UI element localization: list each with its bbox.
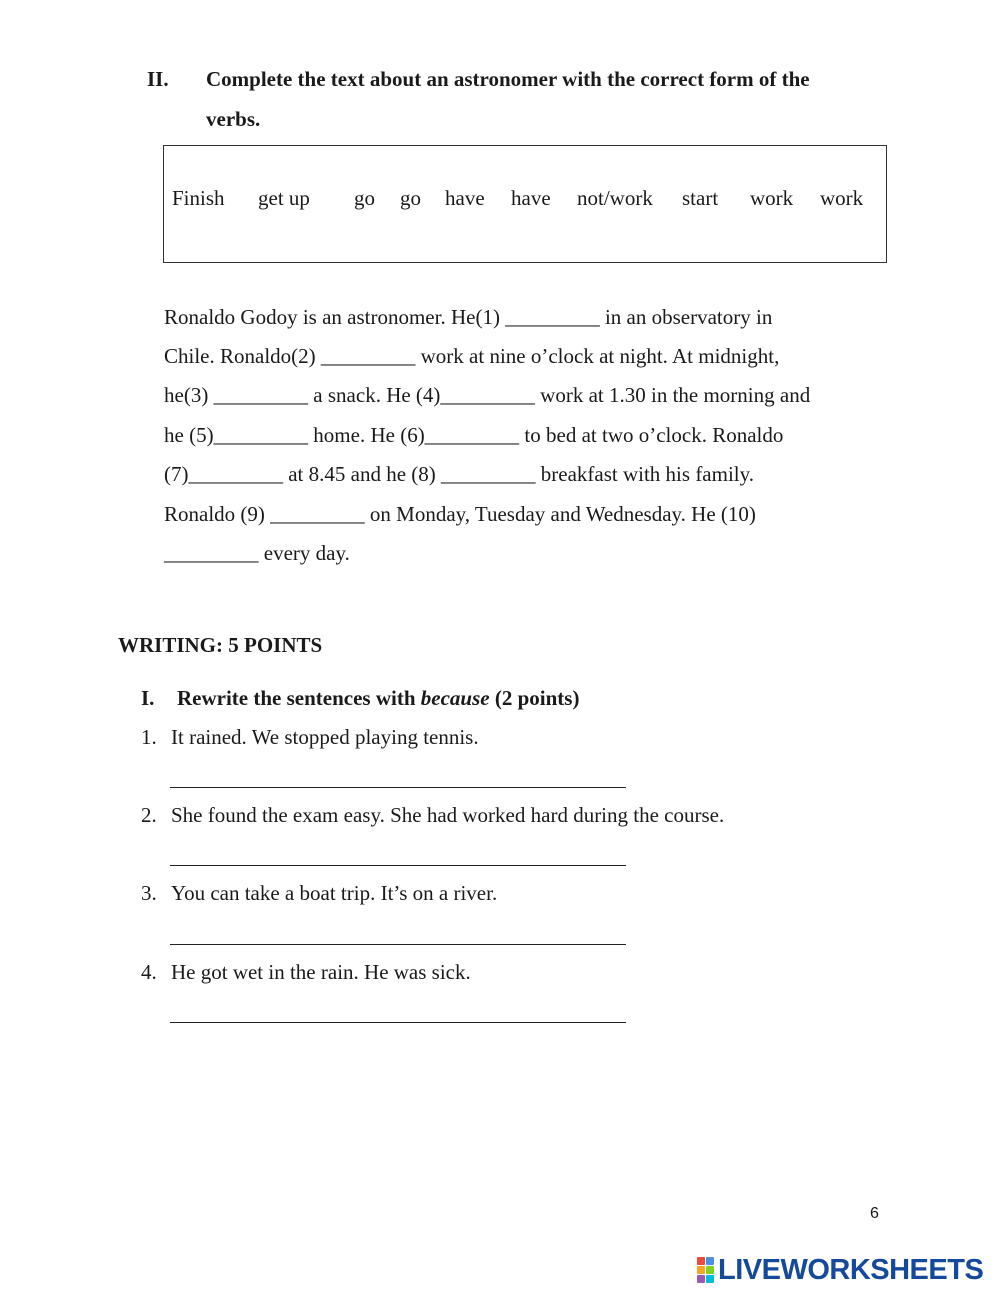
question-number: 4. xyxy=(141,960,157,984)
section-title: Complete the text about an astronomer with the correct form of the xyxy=(206,67,810,91)
question-number: 2. xyxy=(141,803,157,827)
question-number: 1. xyxy=(141,725,157,749)
passage-line: he(3) _________ a snack. He (4)_________ work at 1.30 in the morning and xyxy=(164,383,811,407)
question-number: 3. xyxy=(141,881,157,905)
word-box-item: go xyxy=(400,186,421,210)
part-title xyxy=(177,686,579,711)
word-box-item: have xyxy=(445,186,485,210)
icon-tile xyxy=(697,1266,705,1274)
section-number: II. xyxy=(147,67,169,91)
word-box-item: work xyxy=(750,186,794,210)
word-box xyxy=(163,145,887,263)
word-box-item: get up xyxy=(258,186,310,210)
part-title-text: Rewrite the sentences with xyxy=(177,686,421,710)
passage-line: (7)_________ at 8.45 and he (8) _________ breakfast with his family. xyxy=(164,462,755,486)
word-box-item: work xyxy=(820,186,864,210)
word-box-item: not/work xyxy=(577,186,653,210)
passage-line: Ronaldo Godoy is an astronomer. He(1) _________ in an observatory in xyxy=(164,305,773,329)
icon-tile xyxy=(706,1266,714,1274)
brand-logo xyxy=(697,1254,983,1286)
answer-line[interactable] xyxy=(170,944,626,945)
answer-line[interactable] xyxy=(170,787,626,788)
icon-tile xyxy=(706,1275,714,1283)
writing-heading: WRITING: 5 POINTS xyxy=(118,633,323,657)
icon-tile xyxy=(697,1257,705,1265)
icon-tile xyxy=(697,1275,705,1283)
page-number: 6 xyxy=(870,1205,879,1222)
passage-line: he (5)_________ home. He (6)_________ to bed at two o’clock. Ronaldo xyxy=(164,423,784,447)
word-box-item: start xyxy=(682,186,719,210)
word-box-item: Finish xyxy=(172,186,225,210)
question-text: She found the exam easy. She had worked hard during the course. xyxy=(171,803,725,827)
part-number: I. xyxy=(141,686,155,710)
passage-line: Chile. Ronaldo(2) _________ work at nine o’clock at night. At midnight, xyxy=(164,344,780,368)
section-title-continued: verbs. xyxy=(206,107,261,131)
part-title-points: (2 points) xyxy=(489,686,580,710)
question-text: You can take a boat trip. It’s on a river. xyxy=(171,881,498,905)
answer-line[interactable] xyxy=(170,1022,626,1023)
brand-name: LIVEWORKSHEETS xyxy=(718,1253,984,1286)
liveworksheets-icon xyxy=(697,1257,714,1283)
answer-line[interactable] xyxy=(170,865,626,866)
question-text: He got wet in the rain. He was sick. xyxy=(171,960,471,984)
passage-line: _________ every day. xyxy=(164,541,350,565)
part-title-keyword: because xyxy=(420,686,490,710)
passage-line: Ronaldo (9) _________ on Monday, Tuesday and Wednesday. He (10) xyxy=(164,502,756,526)
icon-tile xyxy=(706,1257,714,1265)
word-box-item: go xyxy=(354,186,375,210)
word-box-item: have xyxy=(511,186,551,210)
question-text: It rained. We stopped playing tennis. xyxy=(171,725,479,749)
